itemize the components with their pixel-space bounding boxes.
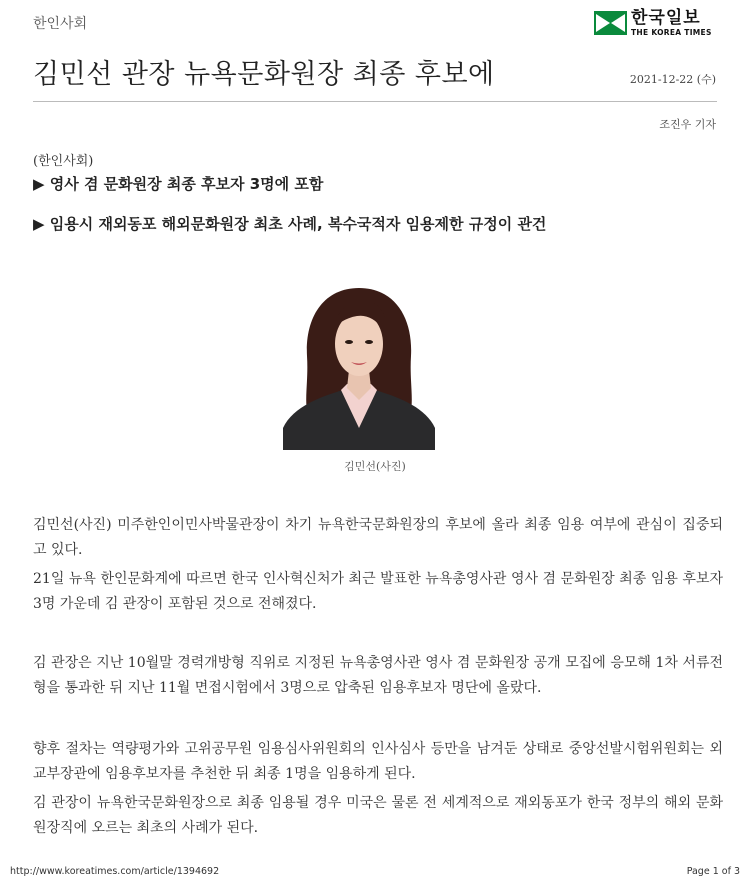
subheadline-1: ▶ 영사 겸 문화원장 최종 후보자 3명에 포함 (33, 175, 324, 193)
article-paragraph: 김 관장이 뉴욕한국문화원장으로 최종 임용될 경우 미국은 물론 전 세계적으로 재외동포가 한국 정부의 해외 문화원장직에 오르는 최초의 사례가 된다. (33, 795, 723, 836)
header-divider (33, 101, 717, 102)
korea-times-logo-mark-icon (594, 11, 627, 35)
article-paragraph: 김 관장은 지난 10월말 경력개방형 직위로 지정된 뉴욕총영사관 영사 겸 문화원장 공개 모집에 응모해 1차 서류전형을 통과한 뒤 지난 11월 면접시험에서 3명으로 압축된 임용후보자 명단에 올랐다. (33, 655, 723, 696)
section-label[interactable]: 한인사회 (33, 16, 88, 32)
page-number: Page 1 of 3 (686, 866, 740, 877)
korea-times-logo[interactable] (594, 10, 712, 37)
article-paragraph: 김민선(사진) 미주한인이민사박물관장이 차기 뉴욕한국문화원장의 후보에 올라 최종 임용 여부에 관심이 집중되고 있다. (33, 517, 723, 558)
article-photo (283, 278, 435, 450)
photo-caption: 김민선(사진) (344, 460, 406, 473)
portrait-image (283, 278, 435, 450)
logo-korean-text: 한국일보 (631, 8, 701, 28)
subheadline-2: ▶ 임용시 재외동포 해외문화원장 최초 사례, 복수국적자 임용제한 규정이 관건 (33, 215, 547, 233)
logo-english-text: THE KOREA TIMES (631, 28, 712, 37)
footer-url: http://www.koreatimes.com/article/1394692 (10, 866, 220, 877)
article-paragraph: 21일 뉴욕 한인문화계에 따르면 한국 인사혁신처가 최근 발표한 뉴욕총영사관 영사 겸 문화원장 최종 임용 후보자 3명 가운데 김 관장이 포함된 것으로 전해졌다. (33, 571, 723, 612)
article-author: 조진우 기자 (659, 118, 716, 131)
article-title: 김민선 관장 뉴욕문화원장 최종 후보에 (33, 59, 495, 90)
article-category: (한인사회) (33, 154, 94, 169)
article-date: 2021-12-22 (수) (629, 73, 716, 86)
article-paragraph: 향후 절차는 역량평가와 고위공무원 임용심사위원회의 인사심사 등만을 남겨둔 상태로 중앙선발시험위원회는 외교부장관에 임용후보자를 추천한 뒤 최종 1명을 임용하게 된다. (33, 741, 723, 782)
